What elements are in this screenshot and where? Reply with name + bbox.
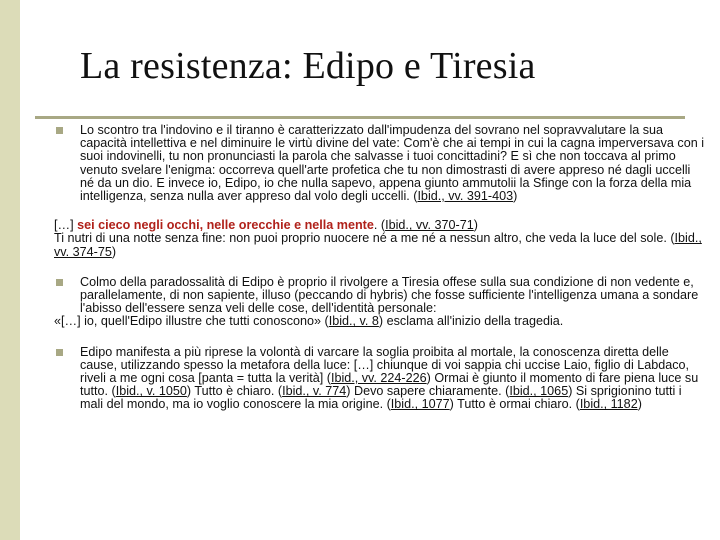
citation-reference: Ibid., 1077 <box>390 397 450 412</box>
square-bullet-icon <box>56 127 63 134</box>
title-divider <box>35 116 685 119</box>
paragraph-text: ) esclama all'inizio della tragedia. <box>378 314 564 329</box>
emphasized-quote: sei cieco negli occhi, nelle orecchie e nella mente <box>77 218 374 233</box>
paragraph-text: ) Tutto è chiaro. ( <box>186 384 283 399</box>
paragraph-edipo-illustre <box>54 315 704 328</box>
paragraph-text: . ( <box>373 218 386 233</box>
citation-reference: Ibid., 1182 <box>579 397 638 412</box>
slide-title: La resistenza: Edipo e Tiresia <box>80 45 536 87</box>
decorative-side-bar <box>0 0 20 540</box>
paragraph-text: Edipo manifesta a più riprese la volontà di varcare la soglia proibita al mortale, la conoscenza diretta delle cause, utilizzando spesso la metafora della luce: […] chiunque di voi sappia chi uccise Laio, figlio di Labdaco, riveli a me ogni cosa [panta = tutta la verità] ( <box>80 344 690 386</box>
paragraph-scontro <box>54 124 704 203</box>
citation-reference: Ibid., vv. 224-226 <box>330 371 427 386</box>
paragraph-luce <box>54 346 704 412</box>
slide-body <box>54 124 704 412</box>
citation-reference: Ibid., vv. 391-403 <box>417 189 514 204</box>
citation-reference: Ibid., vv. 374-75 <box>54 231 702 259</box>
paragraph-text: […] <box>54 218 78 233</box>
paragraph-text: «[…] io, quell'Edipo illustre che tutti conoscono» ( <box>54 314 329 329</box>
paragraph-text: ) <box>513 189 518 204</box>
paragraph-text: Lo scontro tra l'indovino e il tiranno è caratterizzato dall'impudenza del sovrano nel sopravvalutare la sua capacità intellettiva e nel diminuire le virtù divine del vate: Com'è che ai tempi in cui la cagna imperversava con i suoi indovinelli, tu non pronunciasti la parola che salvasse i tuoi concittadini? E sì che non toccava al primo venuto svelare l'enigma: occorreva quell'arte profetica che tu non dimostrasti di avere appreso né dagli uccelli né da un dio. E invece io, Edipo, io che nulla sapevo, appena giunto ammutolii la Sfinge con la forza della mia intelligenza, senza nulla aver appreso dal volo degli uccelli. ( <box>80 123 705 204</box>
paragraph-text: ) <box>473 218 478 233</box>
citation-reference: Ibid., v. 774 <box>282 384 347 399</box>
citation-reference: Ibid., v. 8 <box>328 314 379 329</box>
paragraph-text: Colmo della paradossalità di Edipo è proprio il rivolgere a Tiresia offese sulla sua condizione di non vedente e, parallelamente, di non sapiente, illuso (peccando di hybris) che fosse sufficiente l'intelligenza umana a sondare l'abisso dell'essere senza veli delle cose, dell'identità personale: <box>80 274 699 316</box>
paragraph-text: ) <box>637 397 642 412</box>
paragraph-notte <box>54 232 704 258</box>
paragraph-text: ) <box>111 244 117 259</box>
citation-reference: Ibid., vv. 370-71 <box>385 218 474 233</box>
paragraph-text: Ti nutri di una notte senza fine: non puoi proprio nuocere né a me né a nessun altro, che veda la luce del sole. ( <box>54 231 675 246</box>
paragraph-text: ) Ormai è giunto il momento di fare piena luce su tutto. ( <box>80 371 699 399</box>
citation-reference: Ibid., 1065 <box>509 384 569 399</box>
paragraph-text: ) Si sprigionino tutti i mali del mondo, ma io voglio conoscere la mia origine. ( <box>80 384 682 412</box>
paragraph-text: ) Devo sapere chiaramente. ( <box>346 384 510 399</box>
square-bullet-icon <box>56 349 63 356</box>
paragraph-text: ) Tutto è ormai chiaro. ( <box>449 397 580 412</box>
citation-reference: Ibid., v. 1050 <box>115 384 187 399</box>
paragraph-paradossalita <box>54 276 704 316</box>
square-bullet-icon <box>56 279 63 286</box>
